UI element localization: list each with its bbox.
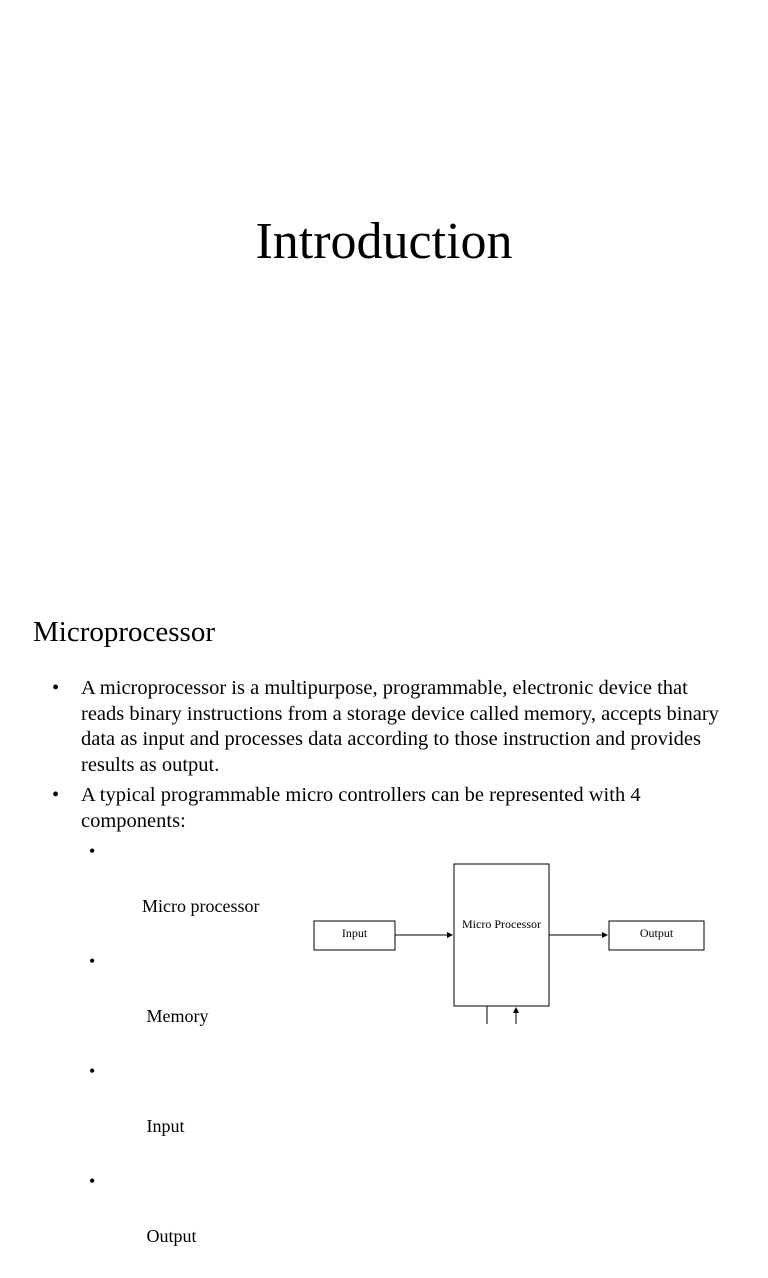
component-text: Input [142, 1116, 185, 1136]
component-text: Micro processor [142, 896, 260, 916]
input-label: Input [341, 926, 368, 940]
bullet-icon: • [89, 1061, 96, 1081]
bullet-icon: • [52, 677, 60, 699]
bullet-icon: • [89, 841, 96, 861]
processor-box [454, 864, 549, 1006]
processor-label: Micro Processor [462, 917, 541, 931]
section-heading: Microprocessor [33, 616, 216, 648]
slide-microprocessor [0, 576, 768, 1246]
output-label: Output [639, 926, 674, 940]
slide-title [0, 0, 768, 576]
component-item [0, 1058, 259, 1168]
bullet-text: A microprocessor is a multipurpose, programmable, electronic device that reads binary instructions from a storage device called memory, accepts binary data as input and processes data according to those instruction and provides results as output. [81, 677, 719, 776]
component-text: Output [142, 1226, 197, 1246]
component-item [0, 1168, 259, 1278]
block-diagram [0, 576, 768, 1024]
component-text: Memory [142, 1006, 209, 1026]
bullet-icon: • [89, 1171, 96, 1191]
bullet-text: A typical programmable micro controllers can be represented with 4 components: [81, 784, 641, 832]
page-title: Introduction [255, 213, 513, 270]
bullet-icon: • [52, 784, 60, 806]
bullet-icon: • [89, 951, 96, 971]
